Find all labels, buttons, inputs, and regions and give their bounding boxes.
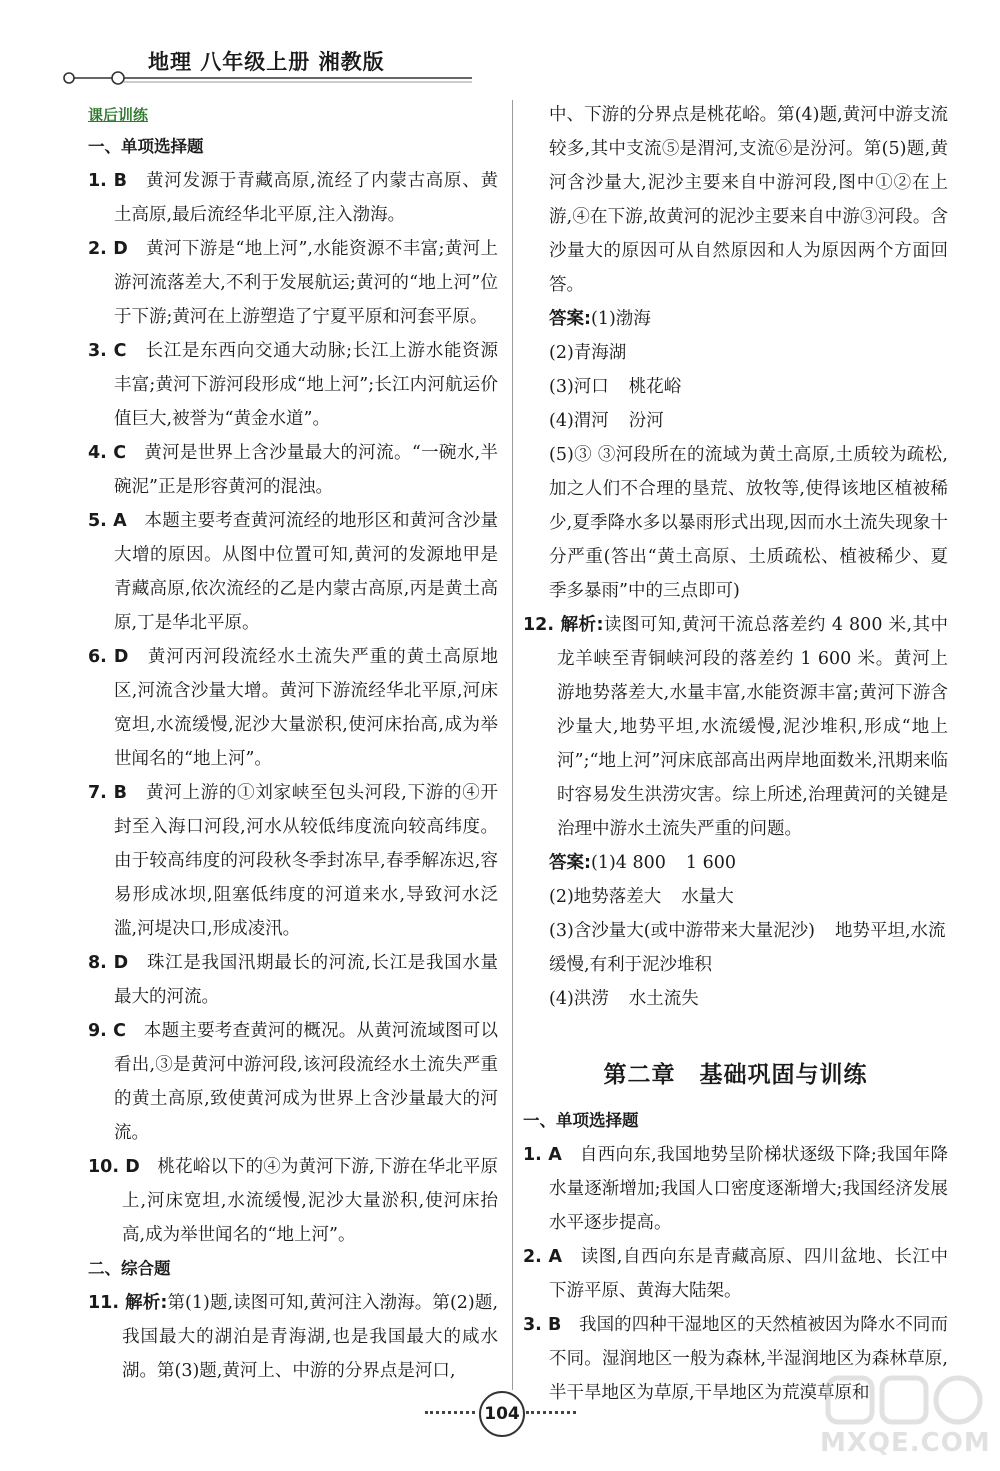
answer-item-3 xyxy=(88,334,498,436)
item-text: 本题主要考查黄河流经的地形区和黄河含沙量大增的原因。从图中位置可知,黄河的发源地甲是青藏高原,依次流经的乙是内蒙古高原,丙是黄土高原,丁是华北平原。 xyxy=(114,511,499,633)
item-text: 第(1)题,读图可知,黄河注入渤海。第(2)题,我国最大的湖泊是青海湖,也是我国最大的咸水湖。第(3)题,黄河上、中游的分界点是河口, xyxy=(122,1293,499,1381)
page-number: 104 xyxy=(479,1391,525,1437)
item-number: 7. B xyxy=(88,783,127,803)
left-column xyxy=(88,100,498,1388)
item-text: 黄河是世界上含沙量最大的河流。“一碗水,半碗泥”正是形容黄河的混浊。 xyxy=(114,443,499,497)
answer-12-line-4 xyxy=(523,982,948,1016)
item-number: 2. A xyxy=(523,1247,563,1267)
right-column xyxy=(523,98,948,1410)
item-number: 6. D xyxy=(88,647,129,667)
item-text: 黄河丙河段流经水土流失严重的黄土高原地区,河流含沙量大增。黄河下游流经华北平原,河床宽坦,水流缓慢,泥沙大量淤积,使河床抬高,成为举世闻名的“地上河”。 xyxy=(114,647,499,769)
answer-text: 水量大 xyxy=(681,887,734,907)
answer-item-5 xyxy=(88,504,498,640)
item-number: 4. C xyxy=(88,443,127,463)
item-number: 3. B xyxy=(523,1315,562,1335)
answer-text: (3)含沙量大(或中游带来大量泥沙) xyxy=(549,921,815,941)
answer-text: 汾河 xyxy=(628,411,664,431)
answer-label: 答案: xyxy=(549,853,591,873)
answer-text: (3)河口 xyxy=(549,377,609,397)
item-number: 2. D xyxy=(88,239,128,259)
answer-text: (1)4 800 xyxy=(591,853,666,873)
answer-12-line-1 xyxy=(523,846,948,880)
answer-item-9 xyxy=(88,1014,498,1150)
item-text: 黄河上游的①刘家峡至包头河段,下游的④开封至入海口河段,河水从较低纬度流向较高纬度。由于较高纬度的河段秋冬季封冻早,春季解冻迟,容易形成冰坝,阻塞低纬度的河道来水,导致河水泛滥,河堤决口,形成凌汛。 xyxy=(114,783,499,939)
item-text: 自西向东,我国地势呈阶梯状逐级下降;我国年降水量逐渐增加;我国人口密度逐渐增大;我国经济发展水平逐步提高。 xyxy=(549,1145,948,1233)
item-text: 读图可知,黄河干流总落差约 4 800 米,其中龙羊峡至青铜峡河段的落差约 1 600 米。黄河上游地势落差大,水量丰富,水能资源丰富;黄河下游含沙量大,地势平坦,水流缓慢,泥沙堆积,形成“地上河”;“地上河”河床底部高出两岸地面数米,汛期来临时容易发生洪涝灾害。综上所述,治理黄河的关键是治理中游水土流失严重的问题。 xyxy=(557,615,949,839)
answer-12-line-2 xyxy=(523,880,948,914)
answer-text: (4)洪涝 xyxy=(549,989,609,1009)
item-text: 读图,自西向东是青藏高原、四川盆地、长江中下游平原、黄海大陆架。 xyxy=(549,1247,948,1301)
answer-text: (4)渭河 xyxy=(549,411,609,431)
watermark-seal-icon xyxy=(820,1370,990,1430)
item-number: 11. 解析: xyxy=(88,1293,168,1313)
column-divider xyxy=(512,100,513,1390)
part2-heading: 二、综合题 xyxy=(88,1259,171,1278)
answer-item-10 xyxy=(88,1150,498,1252)
answer-label: 答案: xyxy=(549,309,591,329)
answer-item-4 xyxy=(88,436,498,504)
answer-text: 水土流失 xyxy=(628,989,699,1009)
chapter-item-1 xyxy=(523,1138,948,1240)
book-title: 地理 八年级上册 湘教版 xyxy=(148,50,385,74)
answer-item-1 xyxy=(88,164,498,232)
answer-12-line-3 xyxy=(523,914,948,982)
item-text: 桃花峪以下的④为黄河下游,下游在华北平原上,河床宽坦,水流缓慢,泥沙大量淤积,使河床抬高,成为举世闻名的“地上河”。 xyxy=(122,1157,499,1245)
answer-text: (2)地势落差大 xyxy=(549,887,662,907)
part1-heading: 一、单项选择题 xyxy=(88,137,204,156)
answer-text: (1)渤海 xyxy=(591,309,651,329)
item-text: 黄河发源于青藏高原,流经了内蒙古高原、黄土高原,最后流经华北平原,注入渤海。 xyxy=(114,171,499,225)
answer-11-line-1 xyxy=(523,302,948,336)
answer-text: 桃花峪 xyxy=(628,377,682,397)
item-number: 1. A xyxy=(523,1145,562,1165)
item-number: 5. A xyxy=(88,511,127,531)
item-text: 长江是东西向交通大动脉;长江上游水能资源丰富;黄河下游河段形成“地上河”;长江内河航运价值巨大,被誉为“黄金水道”。 xyxy=(114,341,498,429)
header-decoration-rule xyxy=(62,68,472,88)
answer-item-11 xyxy=(88,1286,498,1388)
item-number: 12. 解析: xyxy=(523,615,604,635)
answer-11-line-2: (2)青海湖 xyxy=(549,343,627,363)
chapter-item-2 xyxy=(523,1240,948,1308)
answer-item-7 xyxy=(88,776,498,946)
page-number-dots-right xyxy=(526,1411,576,1418)
answer-text: 1 600 xyxy=(685,853,736,873)
answer-item-2 xyxy=(88,232,498,334)
answer-item-6 xyxy=(88,640,498,776)
item-number: 1. B xyxy=(88,171,127,191)
item-number: 9. C xyxy=(88,1021,126,1041)
section-label: 课后训练 xyxy=(88,106,149,124)
chapter-title: 第二章 基础巩固与训练 xyxy=(603,1062,868,1088)
item-text: 我国的四种干湿地区的天然植被因为降水不同而不同。湿润地区一般为森林,半湿润地区为森林草原,半干旱地区为草原,干旱地区为荒漠草原和 xyxy=(549,1315,949,1403)
item-text: 本题主要考查黄河的概况。从黄河流域图可以看出,③是黄河中游河段,该河段流经水土流失严重的黄土高原,致使黄河成为世界上含沙量最大的河流。 xyxy=(114,1021,499,1143)
item-number: 8. D xyxy=(88,953,129,973)
answer-item-8 xyxy=(88,946,498,1014)
answer-11-line-4 xyxy=(523,404,948,438)
answer-11-line-5: (5)③ ③河段所在的流域为黄土高原,土质较为疏松,加之人们不合理的垦荒、放牧等,使得该地区植被稀少,夏季降水多以暴雨形式出现,因而水土流失现象十分严重(答出“黄土高原、土质疏松、植被稀少、夏季多暴雨”中的三点即可) xyxy=(549,445,948,601)
answer-item-12 xyxy=(523,608,948,846)
item-text: 黄河下游是“地上河”,水能资源不丰富;黄河上游河流落差大,不利于发展航运;黄河的“地上河”位于下游;黄河在上游塑造了宁夏平原和河套平原。 xyxy=(114,239,498,327)
page-number-dots-left xyxy=(425,1411,475,1418)
item-number: 10. D xyxy=(88,1157,140,1177)
answer-text: 地势平坦,水流缓慢,有利于泥沙堆积 xyxy=(549,921,946,975)
item-number: 3. C xyxy=(88,341,127,361)
item-11-continued: 中、下游的分界点是桃花峪。第(4)题,黄河中游支流较多,其中支流⑤是渭河,支流⑥是汾河。第(5)题,黄河含沙量大,泥沙主要来自中游河段,图中①②在上游,④在下游,故黄河的泥沙主要来自中游③河段。含沙量大的原因可从自然原因和人为原因两个方面回答。 xyxy=(549,105,948,295)
answer-11-line-3 xyxy=(523,370,948,404)
watermark-logo xyxy=(820,1370,990,1465)
watermark-text: MXQE.COM xyxy=(820,1428,991,1458)
item-text: 珠江是我国汛期最长的河流,长江是我国水量最大的河流。 xyxy=(114,953,499,1007)
chapter-part1-heading: 一、单项选择题 xyxy=(523,1111,639,1130)
